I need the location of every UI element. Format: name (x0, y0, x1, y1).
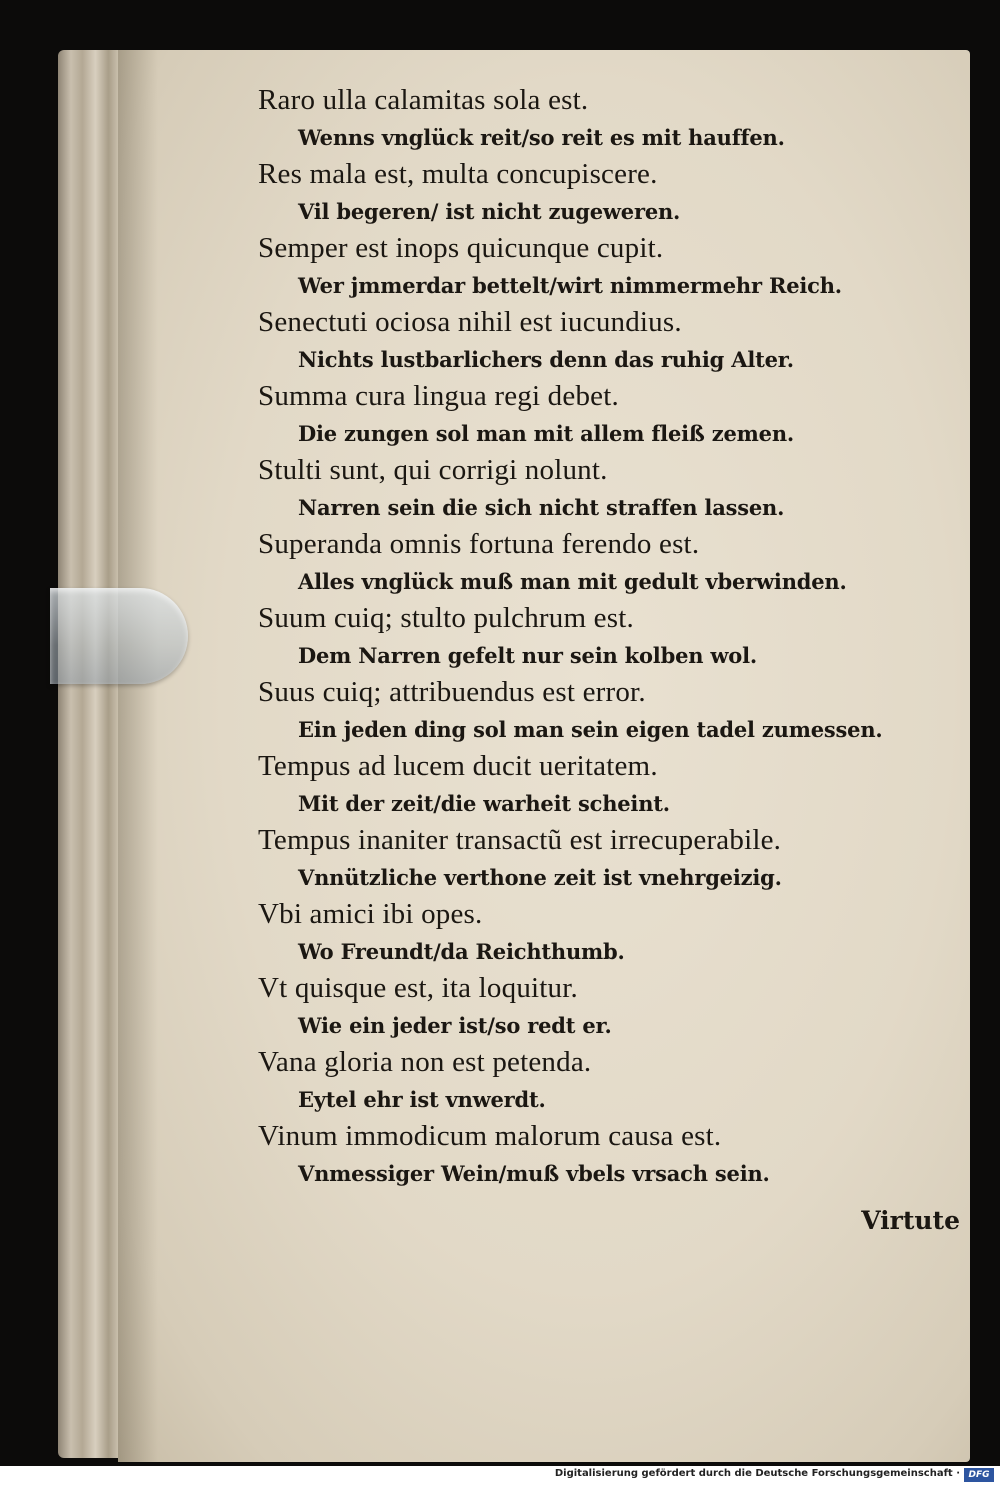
german-translation-line: Vil begeren/ ist nicht zugeweren. (298, 199, 681, 224)
dfg-logo-icon: DFG (964, 1468, 994, 1482)
latin-proverb-line: Vana gloria non est petenda. (258, 1046, 592, 1078)
latin-proverb-line: Vt quisque est, ita loquitur. (258, 972, 578, 1004)
page-gutter-shadow (118, 50, 158, 1462)
page-clip (50, 588, 188, 684)
german-translation-line: Dem Narren gefelt nur sein kolben wol. (298, 643, 757, 668)
german-translation-line: Alles vnglück muß man mit gedult vberwinden. (298, 569, 847, 594)
latin-proverb-line: Raro ulla calamitas sola est. (258, 84, 589, 116)
german-translation-line: Narren sein die sich nicht straffen lassen. (298, 495, 785, 520)
latin-proverb-line: Tempus inaniter transactũ est irrecuperabile. (258, 824, 782, 856)
catchword: Virtute (861, 1206, 960, 1235)
german-translation-line: Vnnützliche verthone zeit ist vnehrgeizig. (298, 865, 782, 890)
latin-proverb-line: Tempus ad lucem ducit ueritatem. (258, 750, 658, 782)
footer-bar (0, 1466, 1000, 1485)
german-translation-line: Die zungen sol man mit allem fleiß zemen. (298, 421, 794, 446)
german-translation-line: Wer jmmerdar bettelt/wirt nimmermehr Reich. (298, 273, 842, 298)
latin-proverb-line: Suus cuiq; attribuendus est error. (258, 676, 646, 708)
latin-proverb-line: Vinum immodicum malorum causa est. (258, 1120, 722, 1152)
latin-proverb-line: Stulti sunt, qui corrigi nolunt. (258, 454, 608, 486)
latin-proverb-line: Res mala est, multa concupiscere. (258, 158, 658, 190)
latin-proverb-line: Senectuti ociosa nihil est iucundius. (258, 306, 682, 338)
latin-proverb-line: Summa cura lingua regi debet. (258, 380, 619, 412)
proverb-text-block (258, 82, 958, 1192)
german-translation-line: Vnmessiger Wein/muß vbels vrsach sein. (298, 1161, 770, 1186)
latin-proverb-line: Vbi amici ibi opes. (258, 898, 483, 930)
german-translation-line: Ein jeden ding sol man sein eigen tadel zumessen. (298, 717, 883, 742)
latin-proverb-line: Suum cuiq; stulto pulchrum est. (258, 602, 634, 634)
german-translation-line: Mit der zeit/die warheit scheint. (298, 791, 670, 816)
german-translation-line: Wenns vnglück reit/so reit es mit hauffen. (298, 125, 785, 150)
german-translation-line: Wie ein jeder ist/so redt er. (298, 1013, 612, 1038)
german-translation-line: Nichts lustbarlichers denn das ruhig Alter. (298, 347, 794, 372)
footer-credit: Digitalisierung gefördert durch die Deutsche Forschungsgemeinschaft · (554, 1468, 960, 1479)
german-translation-line: Wo Freundt/da Reichthumb. (298, 939, 625, 964)
german-translation-line: Eytel ehr ist vnwerdt. (298, 1087, 546, 1112)
latin-proverb-line: Superanda omnis fortuna ferendo est. (258, 528, 700, 560)
latin-proverb-line: Semper est inops quicunque cupit. (258, 232, 664, 264)
